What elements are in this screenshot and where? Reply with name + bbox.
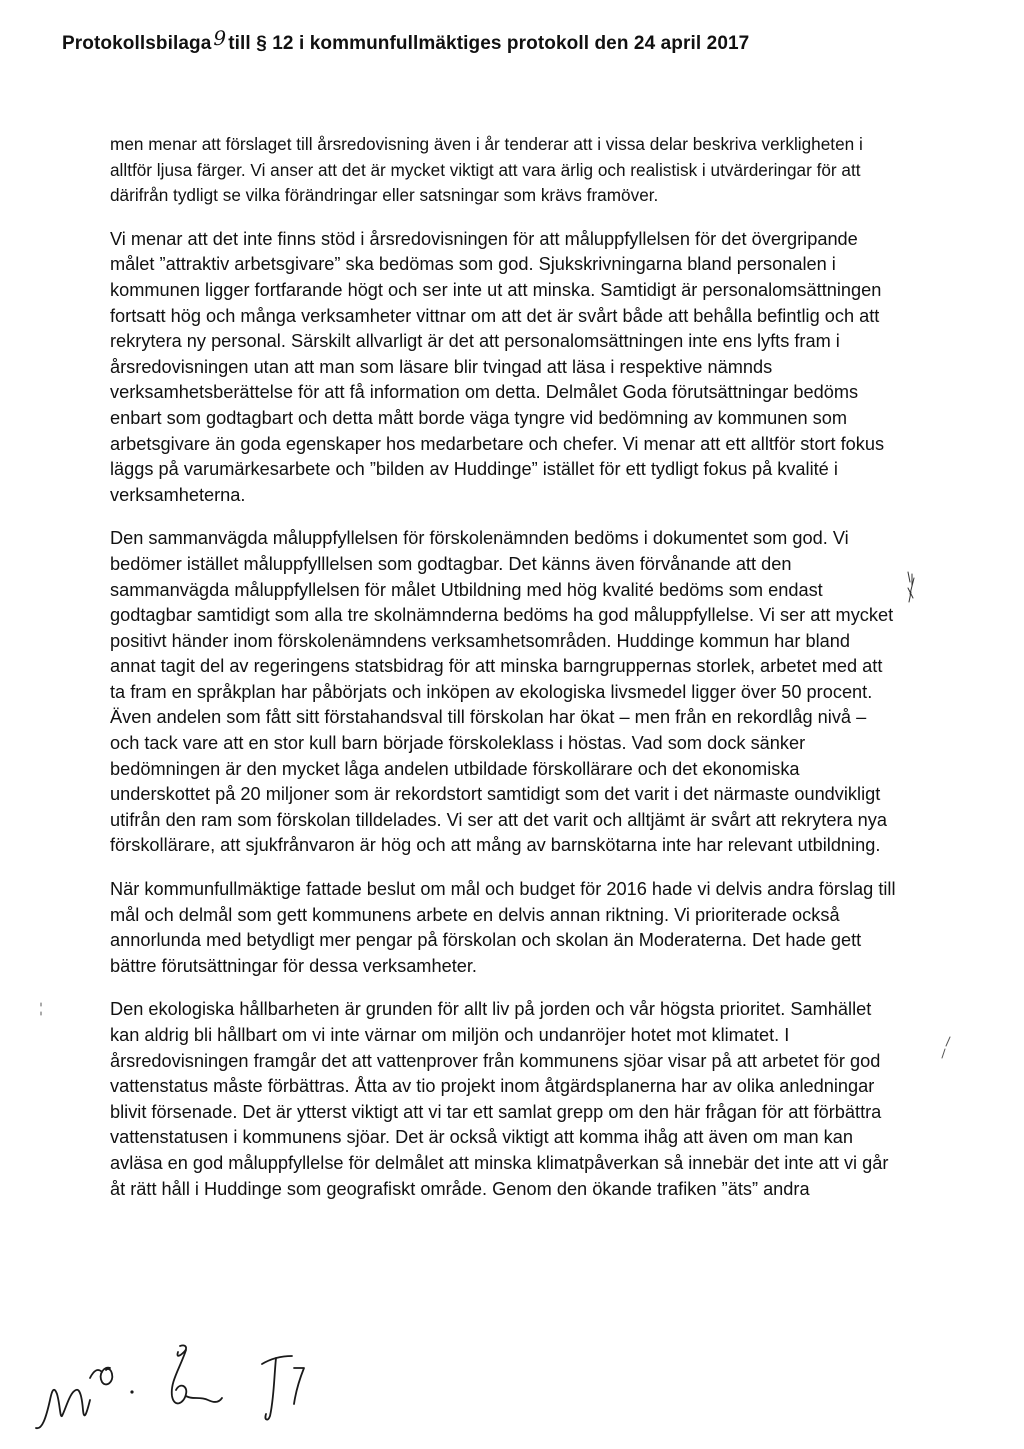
document-body xyxy=(110,132,900,1220)
paragraph-1: men menar att förslaget till årsredovisning även i år tenderar att i vissa delar beskriva verkligheten i alltför ljusa färger. Vi anser att det är mycket viktigt att vara ärlig och realistisk i utvärderingar för att därifrån tydligt se vilka förändringar eller satsningar som krävs framöver. xyxy=(110,134,863,206)
paragraph-3: Den sammanvägda måluppfyllelsen för förskolenämnden bedöms i dokumentet som god. Vi bedömer istället måluppfylllelsen som godtagbar. Det känns även förvånande att den sammanvägda måluppfyllelsen för målet Utbildning med hög kvalité bedöms som endast godtagbar samtidigt som alla tre skolnämnderna bedöms ha god måluppfyllelse. Vi ser att mycket positivt händer inom förskolenämndens verksamhetsområden. Huddinge kommun har bland annat tagit del av regeringens statsbidrag för att minska barngruppernas storlek, arbetet med att ta fram en språkplan har påbörjats och inköpen av ekologiska livsmedel ligger över 50 procent. Även andelen som fått sitt förstahandsval till förskolan har ökat – men från en rekordlåg nivå – och tack vare att en stor kull barn började förskoleklass i höstas. Vad som dock sänker bedömningen är den mycket låga andelen utbildade förskollärare och det ekonomiska underskottet på 20 miljoner som är rekordstort samtidigt som det varit i det närmaste oundvikligt utifrån den ram som förskolan tilldelades. Vi ser att det varit och alltjämt är svårt att rekrytera nya förskollärare, att sjukfrånvaron är hög och att mång av barnskötarna inte har relevant utbildning. xyxy=(110,528,894,856)
handwritten-number: 9 xyxy=(213,26,227,50)
paragraph-4: När kommunfullmäktige fattade beslut om mål och budget för 2016 hade vi delvis andra förslag till mål och delmål som gett kommunens arbete en delvis annan riktning. Vi prioriterade också annorlunda med betydligt mer pengar på förskolan och skolan än Moderaterna. Det hade gett bättre förutsättningar för dessa verksamheter. xyxy=(110,879,896,976)
header-prefix: Protokollsbilaga xyxy=(62,33,212,54)
margin-mark-left xyxy=(36,1000,46,1020)
paragraph-2: Vi menar att det inte finns stöd i årsredovisningen för att måluppfyllelsen för det övergripande målet ”attraktiv arbetsgivare” ska bedömas som god. Sjukskrivningarna bland personalen i kommunen ligger fortfarande högt och ser inte ut att minska. Samtidigt är personalomsättningen fortsatt hög och många verksamheter vittnar om att det är svårt både att behålla befintlig och att rekrytera ny personal. Särskilt allvarligt är det att personalomsättningen inte ens lyfts fram i årsredovisningen utan att man som läsare blir tvingad att läsa i respektive nämnds verksamhetsberättelse för att få information om detta. Delmålet Goda förutsättningar bedöms enbart som godtagbart och detta mått borde väga tyngre vid bedömning av kommunen som arbetsgivare än goda egenskaper hos medarbetare och chefer. Vi menar att ett alltför stort fokus läggs på varumärkesarbete och ”bilden av Huddinge” istället för ett tydligt fokus på kvalité i verksamheterna. xyxy=(110,228,885,505)
handwritten-initials-signature xyxy=(30,1338,330,1438)
paragraph-5: Den ekologiska hållbarheten är grunden för allt liv på jorden och vår högsta prioritet. Samhället kan aldrig bli hållbart om vi inte värnar om miljön och undanröjer hotet mot klimatet. I årsredovisningen framgår det att vattenprover från kommunens sjöar visar på att arbetet för god vattenstatus måste förbättras. Åtta av tio projekt inom åtgärdsplanerna har av olika anledningar blivit försenade. Det är ytterst viktigt att vi tar ett samlat grepp om den här frågan för att förbättra vattenstatusen i kommunens sjöar. Det är också viktigt att komma ihåg att även om man kan avläsa en god måluppfyllelse för delmålet att minska klimatpåverkan så innebär det inte att vi går åt rätt håll i Huddinge som geografiskt område. Genom den ökande trafiken ”äts” andra xyxy=(110,999,889,1199)
header-suffix: till § 12 i kommunfullmäktiges protokoll den 24 april 2017 xyxy=(228,33,750,54)
margin-mark-lower-right xyxy=(938,1034,954,1064)
page-header xyxy=(62,26,962,55)
margin-mark-right xyxy=(900,568,924,608)
